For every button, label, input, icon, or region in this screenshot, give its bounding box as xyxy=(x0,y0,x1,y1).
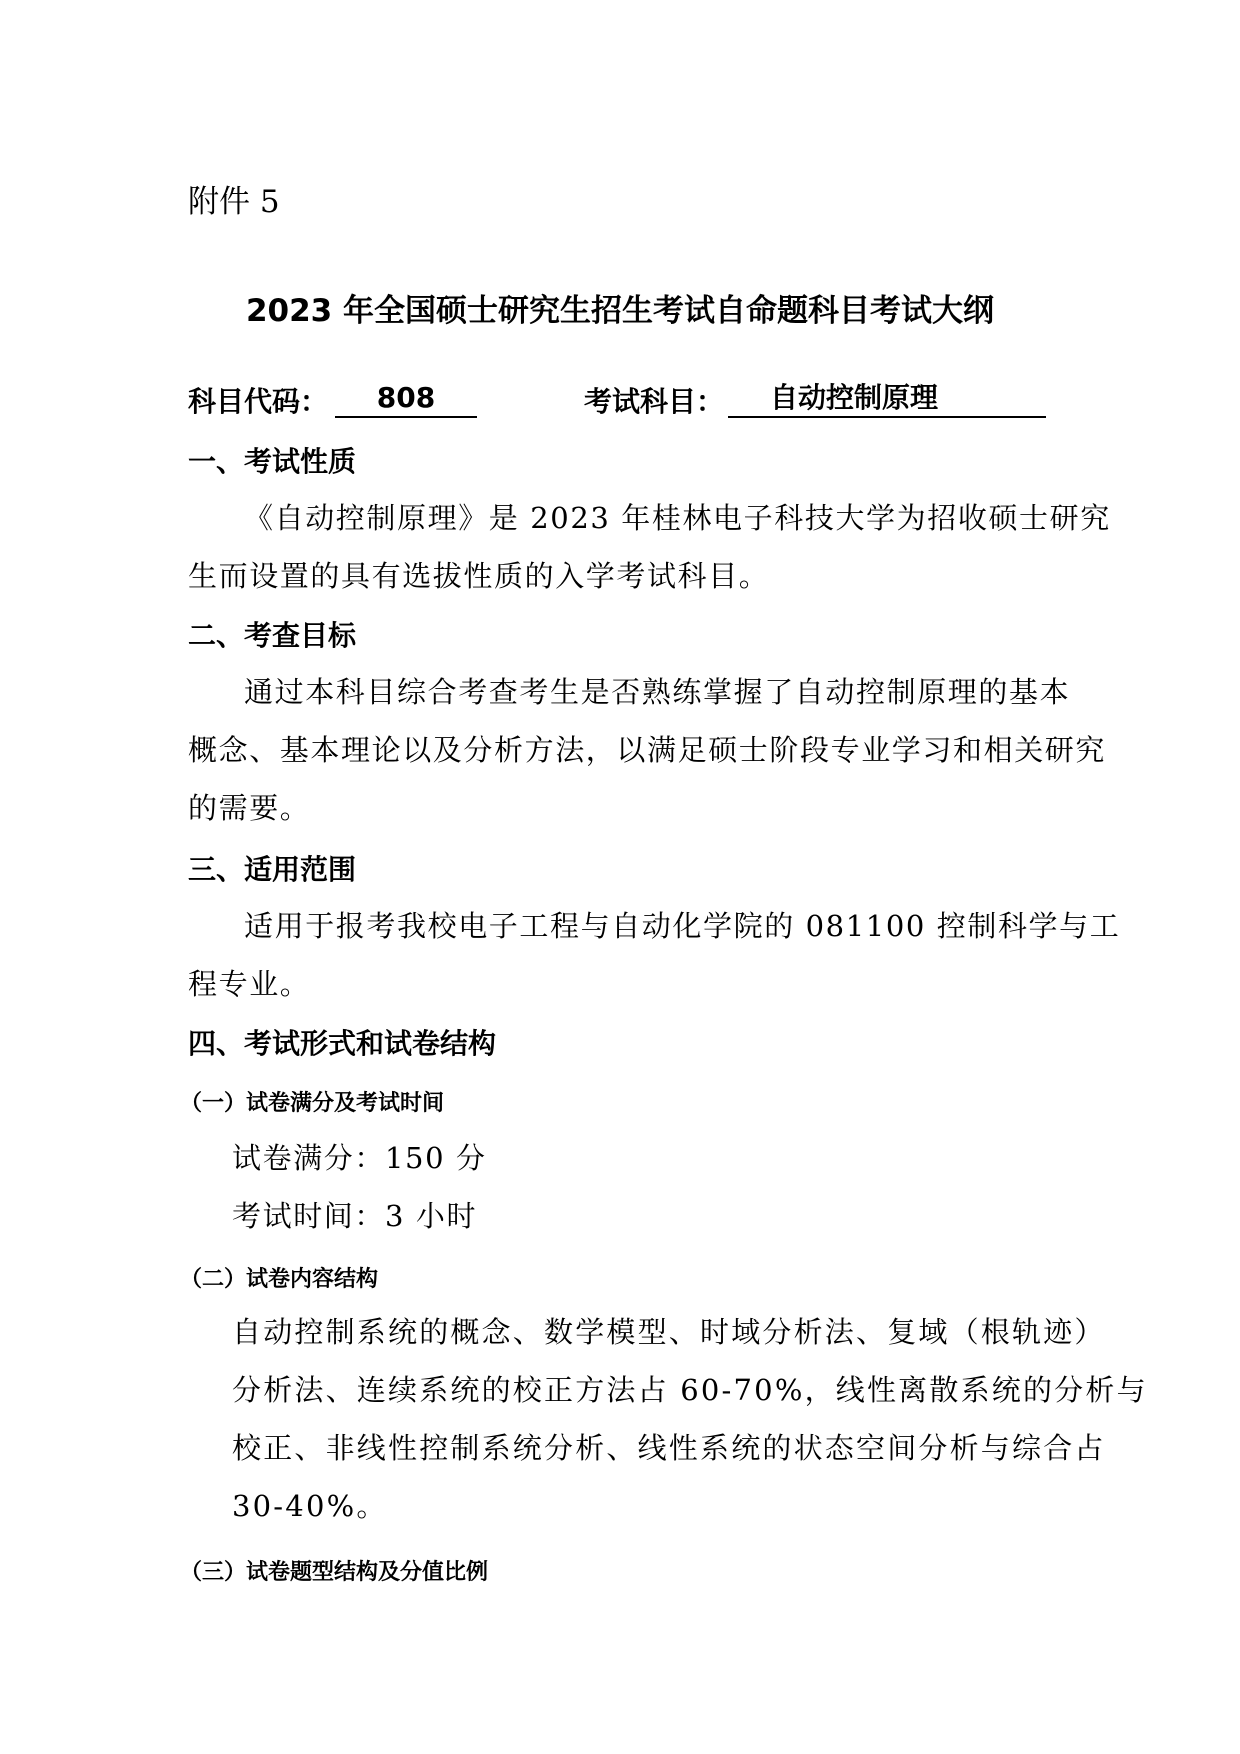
page-title: 2023 年全国硕士研究生招生考试自命题科目考试大纲 xyxy=(245,293,995,329)
attachment-label: 附件 5 xyxy=(188,184,280,220)
section-heading: 一、考试性质 xyxy=(188,445,357,478)
duration-line: 考试时间：3 小时 xyxy=(232,1199,478,1233)
paragraph-line: 通过本科目综合考查考生是否熟练掌握了自动控制原理的基本 xyxy=(244,675,1071,709)
subject-code-value: 808 xyxy=(335,380,477,418)
paragraph-line: 程专业。 xyxy=(188,967,311,1001)
subject-name-label: 考试科目： xyxy=(584,385,725,418)
paragraph-line: 适用于报考我校电子工程与自动化学院的 081100 控制科学与工 xyxy=(244,909,1121,943)
paragraph-line: 《自动控制原理》是 2023 年桂林电子科技大学为招收硕士研究 xyxy=(244,501,1111,535)
subsection-heading: （一）试卷满分及考试时间 xyxy=(180,1091,445,1116)
paragraph-line: 30-40%。 xyxy=(232,1489,388,1523)
subsection-heading: （二）试卷内容结构 xyxy=(180,1267,379,1292)
subject-name-value: 自动控制原理 xyxy=(728,380,1046,418)
section-heading: 二、考查目标 xyxy=(188,619,357,652)
section-heading: 四、考试形式和试卷结构 xyxy=(188,1027,497,1060)
paragraph-line: 自动控制系统的概念、数学模型、时域分析法、复域（根轨迹） xyxy=(232,1315,1106,1349)
full-score-line: 试卷满分：150 分 xyxy=(232,1141,487,1175)
subject-code-label: 科目代码： xyxy=(188,385,329,418)
section-heading: 三、适用范围 xyxy=(188,853,357,886)
paragraph-line: 生而设置的具有选拔性质的入学考试科目。 xyxy=(188,559,770,593)
paragraph-line: 校正、非线性控制系统分析、线性系统的状态空间分析与综合占 xyxy=(232,1431,1106,1465)
subsection-heading: （三）试卷题型结构及分值比例 xyxy=(180,1560,489,1585)
paragraph-line: 分析法、连续系统的校正方法占 60-70%，线性离散系统的分析与 xyxy=(232,1373,1148,1407)
paragraph-line: 的需要。 xyxy=(188,791,311,825)
paragraph-line: 概念、基本理论以及分析方法，以满足硕士阶段专业学习和相关研究 xyxy=(188,733,1107,767)
